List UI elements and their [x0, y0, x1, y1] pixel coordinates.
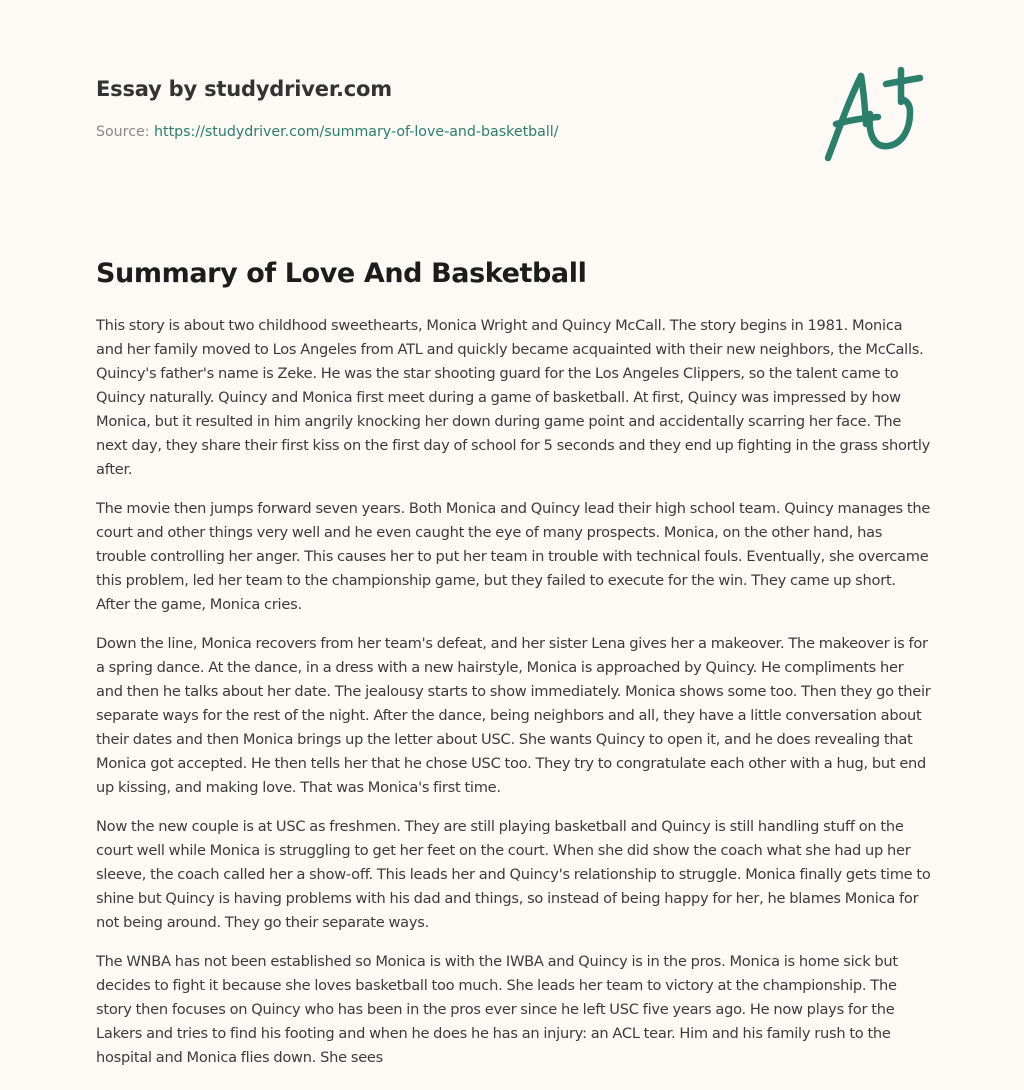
source-label: Source:	[96, 124, 150, 140]
essay-body	[96, 314, 932, 1085]
essay-paragraph: Now the new couple is at USC as freshmen. They are still playing basketball and Quincy is still handling stuff on the court well while Monica is struggling to get her feet on the court. When she did show the coach what she had up her sleeve, the coach called her a show-off. This leads her and Quincy's relationship to struggle. Monica finally gets time to shine but Quincy is having problems with his dad and things, so instead of being happy for her, he blames Monica for not being around. They go their separate ways.	[96, 818, 931, 931]
page-header	[96, 74, 796, 142]
a-plus-grade-icon	[818, 62, 938, 172]
essay-paragraph: The movie then jumps forward seven years. Both Monica and Quincy lead their high school team. Quincy manages the court and other things very well and he even caught the eye of many prospects. Monica, on the other hand, has trouble controlling her anger. This causes her to put her team in trouble with technical fouls. Eventually, she overcame this problem, led her team to the championship game, but they failed to execute for the win. They came up short. After the game, Monica cries.	[96, 500, 931, 613]
essay-title: Summary of Love And Basketball	[96, 258, 587, 289]
brand-title: Essay by studydriver.com	[96, 77, 392, 101]
essay-paragraph: This story is about two childhood sweethearts, Monica Wright and Quincy McCall. The story begins in 1981. Monica and her family moved to Los Angeles from ATL and quickly became acquainted with their new neighbors, the McCalls. Quincy's father's name is Zeke. He was the star shooting guard for the Los Angeles Clippers, so the talent came to Quincy naturally. Quincy and Monica first meet during a game of basketball. At first, Quincy was impressed by how Monica, but it resulted in him angrily knocking her down during game point and accidentally scarring her face. The next day, they share their first kiss on the first day of school for 5 seconds and they end up fighting in the grass shortly after.	[96, 317, 931, 478]
source-link[interactable]: https://studydriver.com/summary-of-love-and-basketball/	[154, 124, 559, 140]
essay-paragraph: Down the line, Monica recovers from her team's defeat, and her sister Lena gives her a makeover. The makeover is for a spring dance. At the dance, in a dress with a new hairstyle, Monica is approached by Quincy. He compliments her and then he talks about her date. The jealousy starts to show immediately. Monica shows some too. Then they go their separate ways for the rest of the night. After the dance, being neighbors and all, they have a little conversation about their dates and then Monica brings up the letter about USC. She wants Quincy to open it, and he does revealing that Monica got accepted. He then tells her that he chose USC too. They try to congratulate each other with a hug, but end up kissing, and making love. That was Monica's first time.	[96, 635, 931, 796]
essay-paragraph: The WNBA has not been established so Monica is with the IWBA and Quincy is in the pros. Monica is home sick but decides to fight it because she loves basketball too much. She leads her team to victory at the championship. The story then focuses on Quincy who has been in the pros ever since he left USC five years ago. He now plays for the Lakers and tries to find his footing and when he does he has an injury: an ACL tear. Him and his family rush to the hospital and Monica flies down. She sees	[96, 953, 898, 1066]
source-line	[96, 122, 796, 142]
